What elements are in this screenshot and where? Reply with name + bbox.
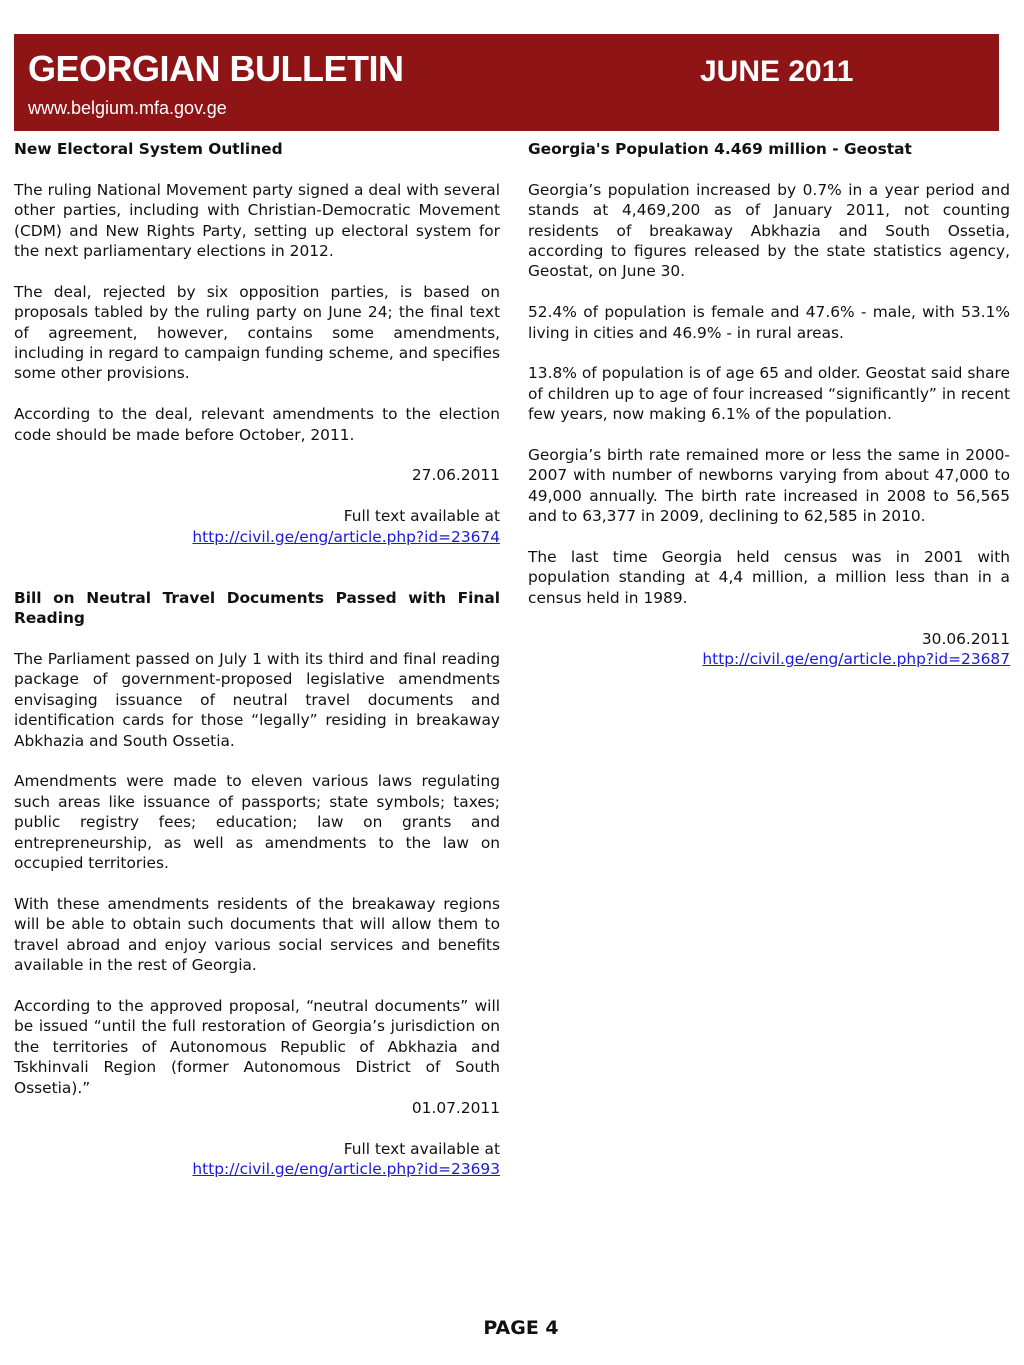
source-link[interactable]: http://civil.ge/eng/article.php?id=23693 bbox=[192, 1160, 500, 1179]
source-link[interactable]: http://civil.ge/eng/article.php?id=23687 bbox=[702, 650, 1010, 669]
article-paragraph: The deal, rejected by six opposition parties, is based on proposals tabled by the ruling party on June 24; the final text of agreement, however, contains some amendments, including in regard to campaign funding scheme, and specifies some other provisions. bbox=[14, 282, 500, 383]
article-paragraph: 52.4% of population is female and 47.6% - male, with 53.1% living in cities and 46.9% - in rural areas. bbox=[528, 303, 1010, 342]
spacer bbox=[14, 547, 500, 567]
source-label: Full text available at bbox=[343, 507, 500, 526]
article-paragraph: With these amendments residents of the breakaway regions will be able to obtain such documents that will allow them to travel abroad and enjoy various social services and benefits available in the rest of Georgia. bbox=[14, 894, 500, 975]
article-title-electoral-system: New Electoral System Outlined bbox=[14, 140, 283, 158]
article-paragraph: The last time Georgia held census was in 2001 with population standing at 4,4 million, a million less than in a census held in 1989. bbox=[528, 548, 1010, 607]
article-date: 01.07.2011 bbox=[411, 1098, 500, 1117]
right-column bbox=[528, 139, 1010, 669]
article-title-neutral-travel-documents: Bill on Neutral Travel Documents Passed with Final Reading bbox=[14, 588, 500, 628]
masthead-banner bbox=[14, 34, 999, 131]
article-paragraph: The Parliament passed on July 1 with its third and final reading package of government-proposed legislative amendments envisaging issuance of neutral travel documents and identification cards for those “legally” residing in breakaway Abkhazia and South Ossetia. bbox=[14, 650, 500, 750]
bulletin-website: www.belgium.mfa.gov.ge bbox=[28, 98, 227, 118]
spacer bbox=[14, 567, 500, 587]
article-title-population: Georgia's Population 4.469 million - Geostat bbox=[528, 140, 912, 158]
source-link[interactable]: http://civil.ge/eng/article.php?id=23674 bbox=[192, 527, 500, 546]
article-paragraph: According to the deal, relevant amendments to the election code should be made before October, 2011. bbox=[14, 405, 500, 444]
article-paragraph: Georgia’s population increased by 0.7% in a year period and stands at 4,469,200 as of January 2011, not counting residents of breakaway Abkhazia and South Ossetia, according to figures released by the state statistics agency, Geostat, on June 30. bbox=[528, 180, 1010, 281]
article-paragraph: Amendments were made to eleven various laws regulating such areas like issuance of passports; state symbols; taxes; public registry fees; education; law on grants and entrepreneurship, as well as amendments to the law on occupied territories. bbox=[14, 772, 500, 873]
article-paragraph: 13.8% of population is of age 65 and older. Geostat said share of children up to age of four increased “significantly” in recent few years, now making 6.1% of the population. bbox=[528, 364, 1010, 424]
left-column bbox=[14, 139, 500, 1180]
article-paragraph: Georgia’s birth rate remained more or less the same in 2000-2007 with number of newborns varying from about 47,000 to 49,000 annually. The birth rate increased in 2008 to 56,565 and to 63,377 in 2009, declining to 62,585 in 2010. bbox=[528, 446, 1010, 526]
article-paragraph: The ruling National Movement party signed a deal with several other parties, including with Christian-Democratic Movement (CDM) and New Rights Party, setting up electoral system for the next parliamentary elections in 2012. bbox=[14, 180, 500, 261]
article-paragraph: According to the approved proposal, “neutral documents” will be issued “until the full restoration of Georgia’s jurisdiction on the territories of Autonomous Republic of Abkhazia and Tskhinvali Region (former Autonomous District of South Ossetia).” bbox=[14, 996, 500, 1097]
article-date: 30.06.2011 bbox=[921, 629, 1010, 648]
article-date: 27.06.2011 bbox=[411, 466, 500, 485]
page-number: PAGE 4 bbox=[483, 1317, 559, 1339]
source-label: Full text available at bbox=[343, 1139, 500, 1158]
issue-date: JUNE 2011 bbox=[700, 55, 854, 88]
bulletin-title: GEORGIAN BULLETIN bbox=[28, 48, 404, 89]
